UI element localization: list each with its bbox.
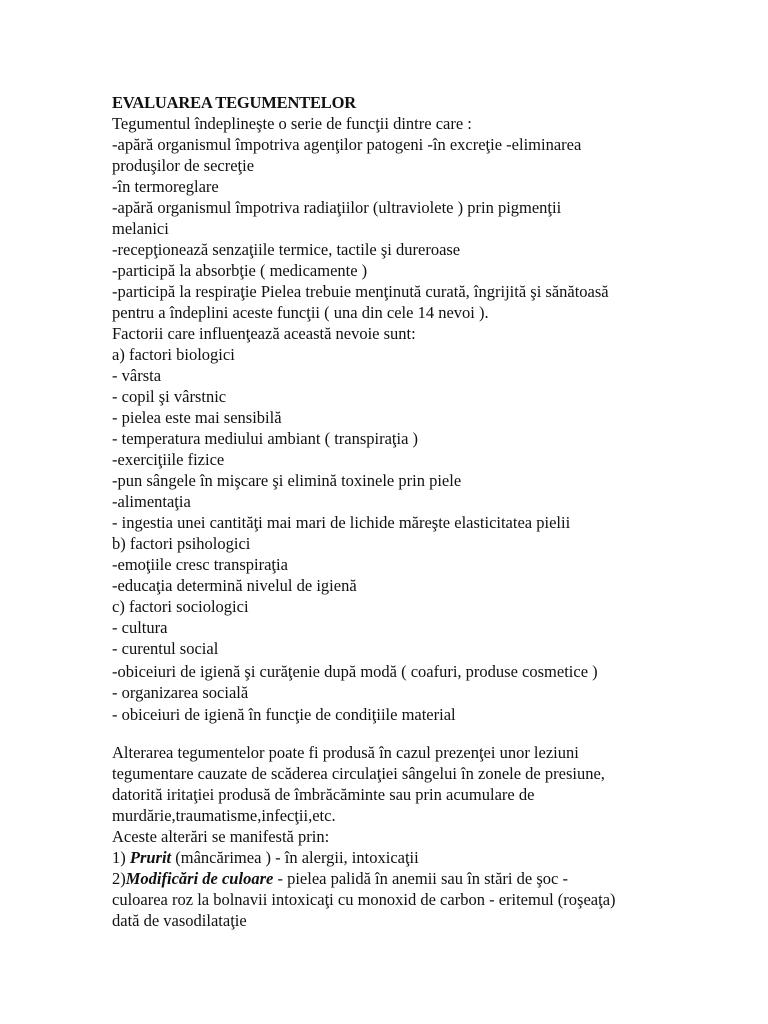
text-line: - vârsta (112, 366, 162, 385)
text-line: - organizarea socială (112, 683, 249, 702)
text-line: Factorii care influenţează această nevoie sunt: (112, 324, 416, 343)
text-line: a) factori biologici (112, 345, 235, 364)
text-line: -educaţia determină nivelul de igienă (112, 576, 357, 595)
text-line: -apără organismul împotriva radiaţiilor (ultraviolete ) prin pigmenţii (112, 198, 562, 217)
text-line: murdărie,traumatisme,infecţii,etc. (112, 806, 336, 825)
text-line: -participă la respiraţie Pielea trebuie menţinută curată, îngrijită şi sănătoasă (112, 282, 609, 301)
document-title: EVALUAREA TEGUMENTELOR (112, 93, 356, 112)
text-line: -recepţionează senzaţiile termice, tactile şi dureroase (112, 240, 461, 259)
text-line: - pielea este mai sensibilă (112, 408, 282, 427)
text-line: - ingestia unei cantităţi mai mari de lichide măreşte elasticitatea pielii (112, 513, 571, 532)
text-line: - temperatura mediului ambiant ( transpiraţia ) (112, 429, 419, 448)
text-line: -alimentaţia (112, 492, 191, 511)
text-line: Aceste alterări se manifestă prin: (112, 827, 330, 846)
text-line: c) factori sociologici (112, 597, 249, 616)
list-item-culoare (112, 869, 568, 889)
text-line: tegumentare cauzate de scăderea circulaţiei sângelui în zonele de presiune, (112, 764, 605, 783)
text-line: datorită iritaţiei produsă de îmbrăcăminte sau prin acumulare de (112, 785, 535, 804)
item-text: - pielea palidă în anemii sau în stări de şoc - (273, 869, 568, 888)
text-line: produşilor de secreţie (112, 156, 255, 175)
item-text: (mâncărimea ) - în alergii, intoxicaţii (171, 848, 419, 867)
item-term: Modificări de culoare (125, 869, 274, 888)
text-line: - copil şi vârstnic (112, 387, 227, 406)
text-line: Tegumentul îndeplineşte o serie de funcţii dintre care : (112, 114, 472, 133)
item-term: Prurit (129, 848, 172, 867)
text-line: b) factori psihologici (112, 534, 251, 553)
text-line: -pun sângele în mişcare şi elimină toxinele prin piele (112, 471, 462, 490)
text-line: pentru a îndeplini aceste funcţii ( una din cele 14 nevoi ). (112, 303, 489, 322)
text-line: dată de vasodilataţie (112, 911, 247, 930)
text-line: -obiceiuri de igienă şi curăţenie după modă ( coafuri, produse cosmetice ) (112, 662, 598, 681)
text-line: -exerciţiile fizice (112, 450, 225, 469)
list-item-prurit (112, 848, 419, 868)
text-line: -apără organismul împotriva agenţilor patogeni -în excreţie -eliminarea (112, 135, 582, 154)
text-line: - obiceiuri de igienă în funcţie de condiţiile material (112, 705, 456, 724)
text-line: -în termoreglare (112, 177, 219, 196)
text-line: culoarea roz la bolnavii intoxicaţi cu monoxid de carbon - eritemul (roşeaţa) (112, 890, 616, 909)
item-number: 2) (112, 869, 126, 888)
text-line: Alterarea tegumentelor poate fi produsă în cazul prezenţei unor leziuni (112, 743, 579, 762)
text-line: - curentul social (112, 639, 219, 658)
text-line: - cultura (112, 618, 168, 637)
text-line: -participă la absorbţie ( medicamente ) (112, 261, 368, 280)
text-line: -emoţiile cresc transpiraţia (112, 555, 288, 574)
text-line: melanici (112, 219, 169, 238)
item-number: 1) (112, 848, 130, 867)
